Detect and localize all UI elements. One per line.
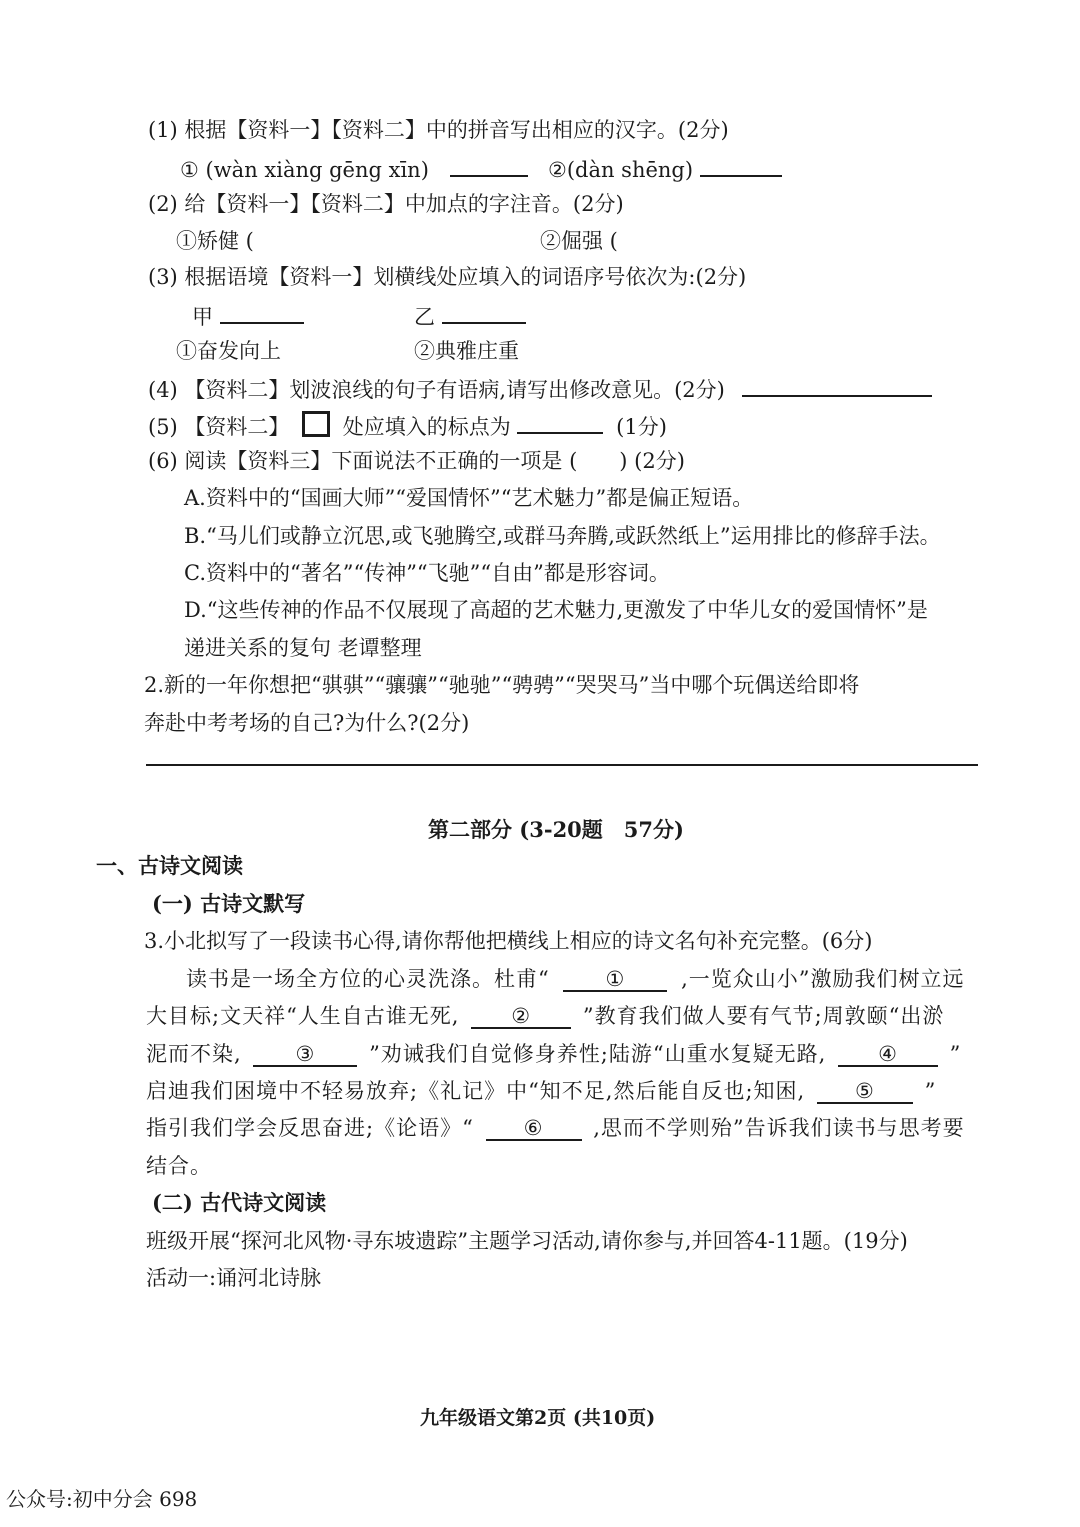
blank-1[interactable]: ① [563,968,667,992]
subsection-heading: (一) 古诗文默写 [152,891,306,916]
passage-line1 [186,964,965,994]
q1-sub4 [148,373,932,405]
answer-line[interactable] [146,764,978,766]
passage-text: 启迪我们困境中不轻易放弃;《礼记》中“知不足,然后能自反也;知困, [146,1079,806,1103]
blank-2[interactable]: ② [471,1005,571,1029]
q1-sub3-opt2: ②典雅庄重 [414,339,519,363]
pinyin-a: ① (wàn xiàng gēng xīn) [180,158,429,182]
option-d-line1: D.“这些传神的作品不仅展现了高超的艺术魅力,更激发了中华儿女的爱国情怀”是 [184,598,928,622]
option-a: A.资料中的“国画大师”“爱国情怀”“艺术魅力”都是偏正短语。 [184,486,754,510]
label-jia: 甲 [192,305,213,329]
option-c: C.资料中的“著名”“传神”“飞驰”“自由”都是形容词。 [184,561,670,585]
passage-line6: 结合。 [146,1154,212,1178]
q3-stem: 3.小北拟写了一段读书心得,请你帮他把横线上相应的诗文名句补充完整。(6分) [144,929,873,953]
answer-blank[interactable] [742,373,932,397]
q1-sub5 [148,410,667,442]
watermark-text: 公众号:初中分会 698 [6,1487,198,1511]
answer-blank[interactable] [442,300,526,324]
q1-sub4-text: (4) 【资料二】划波浪线的句子有语病,请写出修改意见。(2分) [148,378,725,402]
option-d-line2: 递进关系的复句 老谭整理 [184,636,422,660]
q1-sub3-yi [414,300,526,332]
passage-text: ”教育我们做人要有气节;周敦颐“出淤 [582,1004,945,1028]
passage-text: ,思而不学则殆”告诉我们读书与思考要 [593,1116,965,1140]
subsection-heading-2: (二) 古代诗文阅读 [152,1190,327,1215]
q1-sub2: (2) 给【资料一】【资料二】中加点的字注音。(2分) [148,192,624,216]
pinyin-b: ②(dàn shēng) [548,158,694,182]
activity-1: 活动一:诵河北诗脉 [146,1266,322,1290]
square-box-icon [302,411,330,437]
q1-sub2-b: ②倔强 ( [540,229,618,253]
passage-text: ”劝诫我们自觉修身养性;陆游“山重水复疑无路, [369,1042,827,1066]
part2-title: 第二部分 (3-20题 57分) [428,817,684,842]
passage-line3 [146,1039,961,1069]
section-heading: 一、古诗文阅读 [96,853,243,878]
passage-line2 [146,1001,944,1031]
q1-sub3: (3) 根据语境【资料一】划横线处应填入的词语序号依次为:(2分) [148,265,747,289]
q1-sub5-label: (5) 【资料二】 [148,415,290,439]
answer-blank[interactable] [220,300,304,324]
answer-blank[interactable] [700,153,782,177]
passage-text: ” [949,1042,962,1066]
q1-sub5-text: 处应填入的标点为 [342,415,511,439]
passage-line5 [146,1113,965,1143]
passage-text: 读书是一场全方位的心灵洗涤。杜甫“ [186,967,550,991]
q1-sub2-a: ①矫健 ( [176,229,254,253]
q1-sub1: (1) 根据【资料一】【资料二】中的拼音写出相应的汉字。(2分) [148,118,729,142]
q1-sub6: (6) 阅读【资料三】下面说法不正确的一项是 ( ) (2分) [148,449,685,473]
q1-sub1-b [548,153,782,185]
label-yi: 乙 [414,305,435,329]
blank-4[interactable]: ④ [838,1043,938,1067]
q1-sub5-score: (1分) [616,415,667,439]
option-b: B.“马儿们或静立沉思,或飞驰腾空,或群马奔腾,或跃然纸上”运用排比的修辞手法。 [184,524,941,548]
passage-text: 指引我们学会反思奋进;《论语》“ [146,1116,474,1140]
q1-sub1-a [180,153,528,185]
q2-line1: 2.新的一年你想把“骐骐”“骧骧”“驰驰”“骋骋”“哭哭马”当中哪个玩偶送给即将 [144,673,860,697]
activity-intro: 班级开展“探河北风物·寻东坡遗踪”主题学习活动,请你参与,并回答4-11题。(19分) [146,1229,908,1253]
passage-line4 [146,1076,936,1106]
passage-text: ” [924,1079,937,1103]
passage-text: ,一览众山小”激励我们树立远 [681,967,965,991]
q1-sub3-opt1: ①奋发向上 [176,339,281,363]
blank-6[interactable]: ⑥ [486,1117,582,1141]
page-footer: 九年级语文第2页 (共10页) [420,1407,656,1429]
q2-line2: 奔赴中考考场的自己?为什么?(2分) [144,711,470,735]
blank-3[interactable]: ③ [253,1043,357,1067]
q1-sub3-jia [192,300,304,332]
passage-text: 泥而不染, [146,1042,242,1066]
passage-text: 大目标;文天祥“人生自古谁无死, [146,1004,460,1028]
blank-5[interactable]: ⑤ [817,1080,913,1104]
answer-blank[interactable] [517,410,603,434]
answer-blank[interactable] [450,153,528,177]
